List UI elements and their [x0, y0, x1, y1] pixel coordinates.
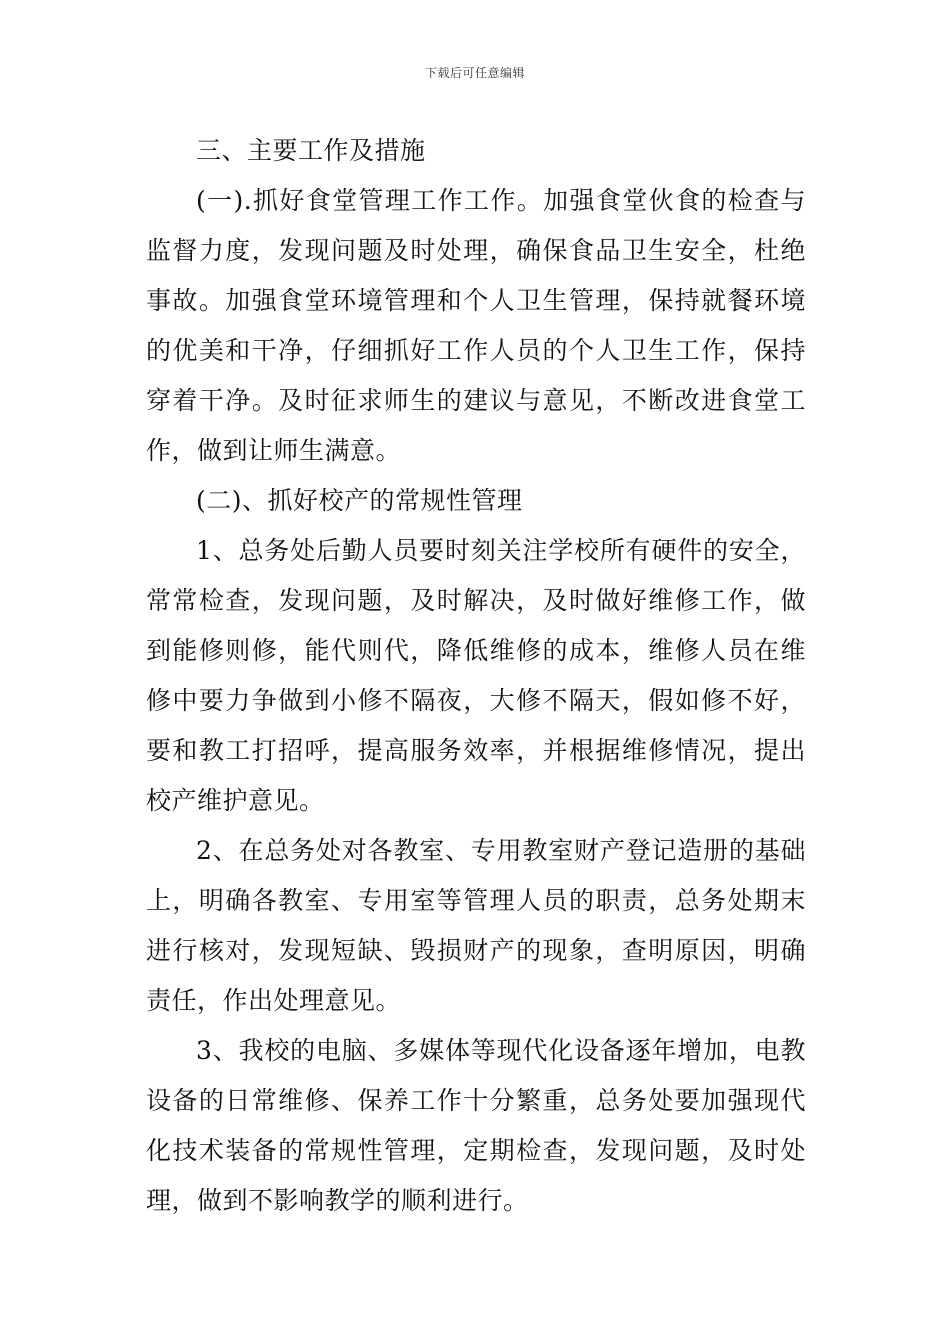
section-title: 三、主要工作及措施: [196, 136, 426, 165]
document-body: [146, 126, 806, 1226]
header-note: 下载后可任意编辑: [424, 66, 525, 80]
paragraph-asset-heading: (二)、抓好校产的常规性管理: [196, 486, 523, 515]
paragraph-item-1: 1、总务处后勤人员要时刻关注学校所有硬件的安全，常常检查，发现问题，及时解决，及时做好维修工作，做到能修则修，能代则代，降低维修的成本，维修人员在维修中要力争做到小修不隔夜，大修不隔天，假如修不好，要和教工打招呼，提高服务效率，并根据维修情况，提出校产维护意见。: [146, 536, 806, 815]
paragraph-item-2: 2、在总务处对各教室、专用教室财产登记造册的基础上，明确各教室、专用室等管理人员的职责，总务处期末进行核对，发现短缺、毁损财产的现象，查明原因，明确责任，作出处理意见。: [146, 836, 806, 1015]
paragraph-canteen: (一).抓好食堂管理工作工作。加强食堂伙食的检查与监督力度，发现问题及时处理，确保食品卫生安全，杜绝事故。加强食堂环境管理和个人卫生管理，保持就餐环境的优美和干净，仔细抓好工作人员的个人卫生工作，保持穿着干净。及时征求师生的建议与意见，不断改进食堂工作，做到让师生满意。: [146, 186, 806, 465]
paragraph-item-3: 3、我校的电脑、多媒体等现代化设备逐年增加，电教设备的日常维修、保养工作十分繁重，总务处要加强现代化技术装备的常规性管理，定期检查，发现问题，及时处理，做到不影响教学的顺利进行。: [146, 1036, 806, 1215]
